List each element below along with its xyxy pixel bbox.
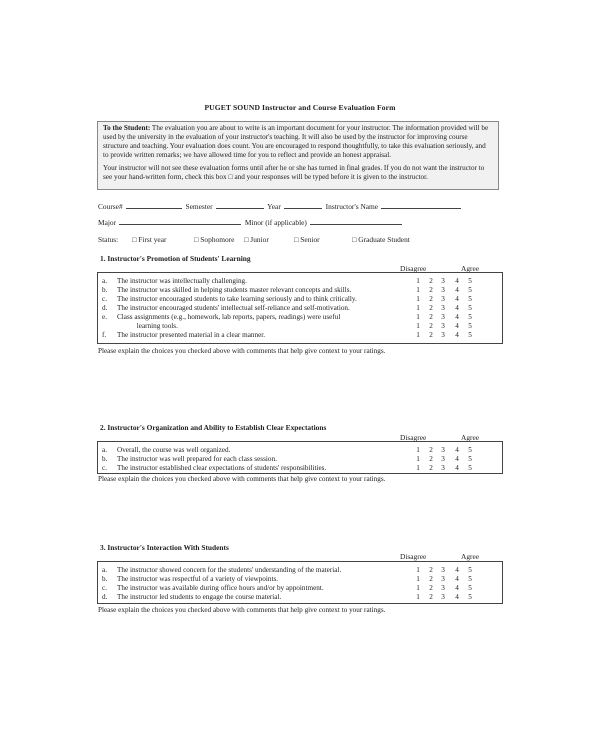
semester-label: Semester — [185, 202, 213, 211]
major-input-line[interactable] — [119, 217, 241, 225]
rating-option-5[interactable]: 5 — [468, 455, 472, 463]
rating-option-1[interactable]: 1 — [416, 286, 420, 294]
rating-option-4[interactable]: 4 — [455, 464, 459, 472]
section-2-disagree-label: Disagree — [400, 433, 427, 442]
section-1-ratings-box — [97, 272, 503, 344]
item-letter: a. — [102, 277, 107, 285]
rating-option-4[interactable]: 4 — [455, 584, 459, 592]
item-letter: d. — [102, 304, 108, 312]
rating-row — [98, 304, 502, 313]
item-statement: learning tools. — [117, 322, 178, 330]
rating-option-1[interactable]: 1 — [416, 304, 420, 312]
item-statement: The instructor led students to engage the course material. — [117, 593, 282, 601]
item-letter: c. — [102, 295, 107, 303]
rating-option-2[interactable]: 2 — [429, 584, 433, 592]
rating-option-2[interactable]: 2 — [429, 464, 433, 472]
rating-option-5[interactable]: 5 — [468, 464, 472, 472]
rating-option-1[interactable]: 1 — [416, 446, 420, 454]
item-letter: a. — [102, 566, 107, 574]
rating-row — [98, 446, 502, 455]
item-statement: Class assignments (e.g., homework, lab reports, papers, readings) were useful — [117, 313, 341, 321]
section-3-ratings-box — [97, 561, 503, 604]
section-3-explain-text: Please explain the choices you checked above with comments that help give context to your ratings. — [98, 606, 386, 614]
rating-option-2[interactable]: 2 — [429, 313, 433, 321]
rating-option-3[interactable]: 3 — [441, 566, 445, 574]
section-2-title: 2. Instructor's Organization and Ability to Establish Clear Expectations — [100, 423, 327, 432]
item-letter: d. — [102, 593, 108, 601]
item-letter: e. — [102, 313, 107, 321]
instructor-name-label: Instructor's Name — [325, 202, 379, 211]
rating-option-5[interactable]: 5 — [468, 566, 472, 574]
rating-option-3[interactable]: 3 — [441, 313, 445, 321]
section-3-agree-label: Agree — [461, 552, 480, 561]
item-statement: The instructor was intellectually challenging. — [117, 277, 247, 285]
rating-option-5[interactable]: 5 — [468, 295, 472, 303]
item-statement: The instructor encouraged students' intellectual self-reliance and self-motivation. — [117, 304, 350, 312]
rating-option-2[interactable]: 2 — [429, 575, 433, 583]
rating-option-3[interactable]: 3 — [441, 464, 445, 472]
intro-paragraph — [103, 124, 493, 160]
year-input-line[interactable] — [284, 201, 322, 209]
item-statement: The instructor was respectful of a variety of viewpoints. — [117, 575, 279, 583]
status-senior-checkbox[interactable]: □ Senior — [294, 235, 320, 244]
form-title: PUGET SOUND Instructor and Course Evaluation Form — [204, 103, 396, 112]
rating-option-4[interactable]: 4 — [455, 304, 459, 312]
rating-option-1[interactable]: 1 — [416, 322, 420, 330]
rating-option-3[interactable]: 3 — [441, 446, 445, 454]
section-1-explain-text: Please explain the choices you checked above with comments that help give context to your ratings. — [98, 347, 386, 355]
item-letter: a. — [102, 446, 107, 454]
rating-row — [98, 464, 502, 473]
status-graduate-student-checkbox[interactable]: □ Graduate Student — [352, 235, 410, 244]
section-1-disagree-label: Disagree — [400, 264, 427, 273]
item-letter: c. — [102, 464, 107, 472]
rating-row — [98, 584, 502, 593]
rating-option-2[interactable]: 2 — [429, 446, 433, 454]
rating-option-3[interactable]: 3 — [441, 277, 445, 285]
rating-option-4[interactable]: 4 — [455, 575, 459, 583]
minor-input-line[interactable] — [310, 217, 402, 225]
status-row — [98, 235, 518, 245]
rating-row — [98, 331, 502, 340]
item-statement: Overall, the course was well organized. — [117, 446, 231, 454]
rating-option-2[interactable]: 2 — [429, 322, 433, 330]
item-letter: c. — [102, 584, 107, 592]
section-2-ratings-box — [97, 441, 503, 474]
rating-option-5[interactable]: 5 — [468, 277, 472, 285]
rating-row — [98, 322, 502, 331]
item-statement: The instructor presented material in a clear manner. — [117, 331, 266, 339]
intro-box — [97, 121, 499, 190]
rating-option-4[interactable]: 4 — [455, 446, 459, 454]
rating-option-4[interactable]: 4 — [455, 313, 459, 321]
rating-row — [98, 455, 502, 464]
section-3-title: 3. Instructor's Interaction With Students — [100, 543, 229, 552]
item-statement: The instructor showed concern for the students' understanding of the material. — [117, 566, 342, 574]
rating-row — [98, 566, 502, 575]
semester-input-line[interactable] — [216, 201, 264, 209]
major-minor-row — [98, 217, 404, 227]
rating-option-4[interactable]: 4 — [455, 277, 459, 285]
rating-row — [98, 593, 502, 602]
course-input-line[interactable] — [126, 201, 182, 209]
rating-option-1[interactable]: 1 — [416, 313, 420, 321]
rating-option-4[interactable]: 4 — [455, 286, 459, 294]
rating-option-2[interactable]: 2 — [429, 277, 433, 285]
rating-option-4[interactable]: 4 — [455, 593, 459, 601]
rating-row — [98, 575, 502, 584]
item-letter: f. — [102, 331, 107, 339]
rating-option-1[interactable]: 1 — [416, 593, 420, 601]
rating-option-5[interactable]: 5 — [468, 322, 472, 330]
section-1-agree-label: Agree — [461, 264, 480, 273]
item-statement: The instructor established clear expectations of students' responsibilities. — [117, 464, 327, 472]
rating-option-5[interactable]: 5 — [468, 313, 472, 321]
rating-option-3[interactable]: 3 — [441, 295, 445, 303]
status-label: Status: — [98, 235, 119, 244]
instructor-name-input-line[interactable] — [381, 201, 461, 209]
rating-option-2[interactable]: 2 — [429, 593, 433, 601]
item-statement: The instructor was well prepared for each class session. — [117, 455, 277, 463]
rating-option-4[interactable]: 4 — [455, 566, 459, 574]
section-3-disagree-label: Disagree — [400, 552, 427, 561]
rating-option-1[interactable]: 1 — [416, 464, 420, 472]
rating-option-2[interactable]: 2 — [429, 566, 433, 574]
major-label: Major — [98, 218, 117, 227]
rating-option-4[interactable]: 4 — [455, 331, 459, 339]
rating-option-5[interactable]: 5 — [468, 593, 472, 601]
rating-option-1[interactable]: 1 — [416, 331, 420, 339]
rating-option-2[interactable]: 2 — [429, 455, 433, 463]
section-2-agree-label: Agree — [461, 433, 480, 442]
year-label: Year — [267, 202, 281, 211]
item-statement: The instructor was available during office hours and/or by appointment. — [117, 584, 324, 592]
rating-option-3[interactable]: 3 — [441, 286, 445, 294]
item-letter: b. — [102, 286, 108, 294]
rating-row — [98, 286, 502, 295]
status-first-year-checkbox[interactable]: □ First year — [132, 235, 167, 244]
rating-option-3[interactable]: 3 — [441, 593, 445, 601]
rating-option-1[interactable]: 1 — [416, 295, 420, 303]
rating-row — [98, 313, 502, 322]
item-statement: The instructor encouraged students to take learning seriously and to think critically. — [117, 295, 357, 303]
rating-option-2[interactable]: 2 — [429, 286, 433, 294]
rating-option-1[interactable]: 1 — [416, 566, 420, 574]
rating-option-1[interactable]: 1 — [416, 277, 420, 285]
rating-option-5[interactable]: 5 — [468, 446, 472, 454]
section-2-explain-text: Please explain the choices you checked above with comments that help give context to your ratings. — [98, 475, 386, 483]
rating-option-3[interactable]: 3 — [441, 455, 445, 463]
rating-row — [98, 295, 502, 304]
rating-option-5[interactable]: 5 — [468, 286, 472, 294]
rating-option-3[interactable]: 3 — [441, 331, 445, 339]
status-junior-checkbox[interactable]: □ Junior — [244, 235, 269, 244]
item-letter: b. — [102, 575, 108, 583]
rating-row — [98, 277, 502, 286]
intro-text: The evaluation you are about to write is an important document for your instructor. The information provided will be used by the university in the evaluation of your instructor's teaching. It will also be used by the instructor for improving course structure and teaching. Your evaluation does count. You are encouraged to respond thoughtfully, to take this evaluation seriously, and to provide written remarks; we have allowed time for you to reflect and provide an honest appraisal. — [103, 124, 489, 160]
rating-option-3[interactable]: 3 — [441, 322, 445, 330]
rating-option-3[interactable]: 3 — [441, 584, 445, 592]
course-label: Course# — [98, 202, 123, 211]
rating-option-1[interactable]: 1 — [416, 455, 420, 463]
item-statement: The instructor was skilled in helping students master relevant concepts and skills. — [117, 286, 352, 294]
rating-option-5[interactable]: 5 — [468, 584, 472, 592]
item-letter: b. — [102, 455, 108, 463]
rating-option-5[interactable]: 5 — [468, 575, 472, 583]
intro-lead: To the Student: — [103, 124, 151, 132]
rating-option-2[interactable]: 2 — [429, 295, 433, 303]
rating-option-1[interactable]: 1 — [416, 575, 420, 583]
rating-option-5[interactable]: 5 — [468, 304, 472, 312]
rating-option-1[interactable]: 1 — [416, 584, 420, 592]
rating-option-4[interactable]: 4 — [455, 322, 459, 330]
rating-option-4[interactable]: 4 — [455, 295, 459, 303]
course-info-row — [98, 201, 463, 211]
section-1-title: 1. Instructor's Promotion of Students' Learning — [100, 254, 251, 263]
rating-option-4[interactable]: 4 — [455, 455, 459, 463]
rating-option-2[interactable]: 2 — [429, 331, 433, 339]
minor-label: Minor (if applicable) — [244, 218, 307, 227]
rating-option-3[interactable]: 3 — [441, 575, 445, 583]
rating-option-2[interactable]: 2 — [429, 304, 433, 312]
rating-option-3[interactable]: 3 — [441, 304, 445, 312]
rating-option-5[interactable]: 5 — [468, 331, 472, 339]
status-sophomore-checkbox[interactable]: □ Sophomore — [194, 235, 235, 244]
privacy-note: Your instructor will not see these evaluation forms until after he or she has turned in final grades. If you do not want the instructor to see your hand-written form, check this box □ and your responses will be typed before it is given to the instructor. — [103, 164, 485, 182]
